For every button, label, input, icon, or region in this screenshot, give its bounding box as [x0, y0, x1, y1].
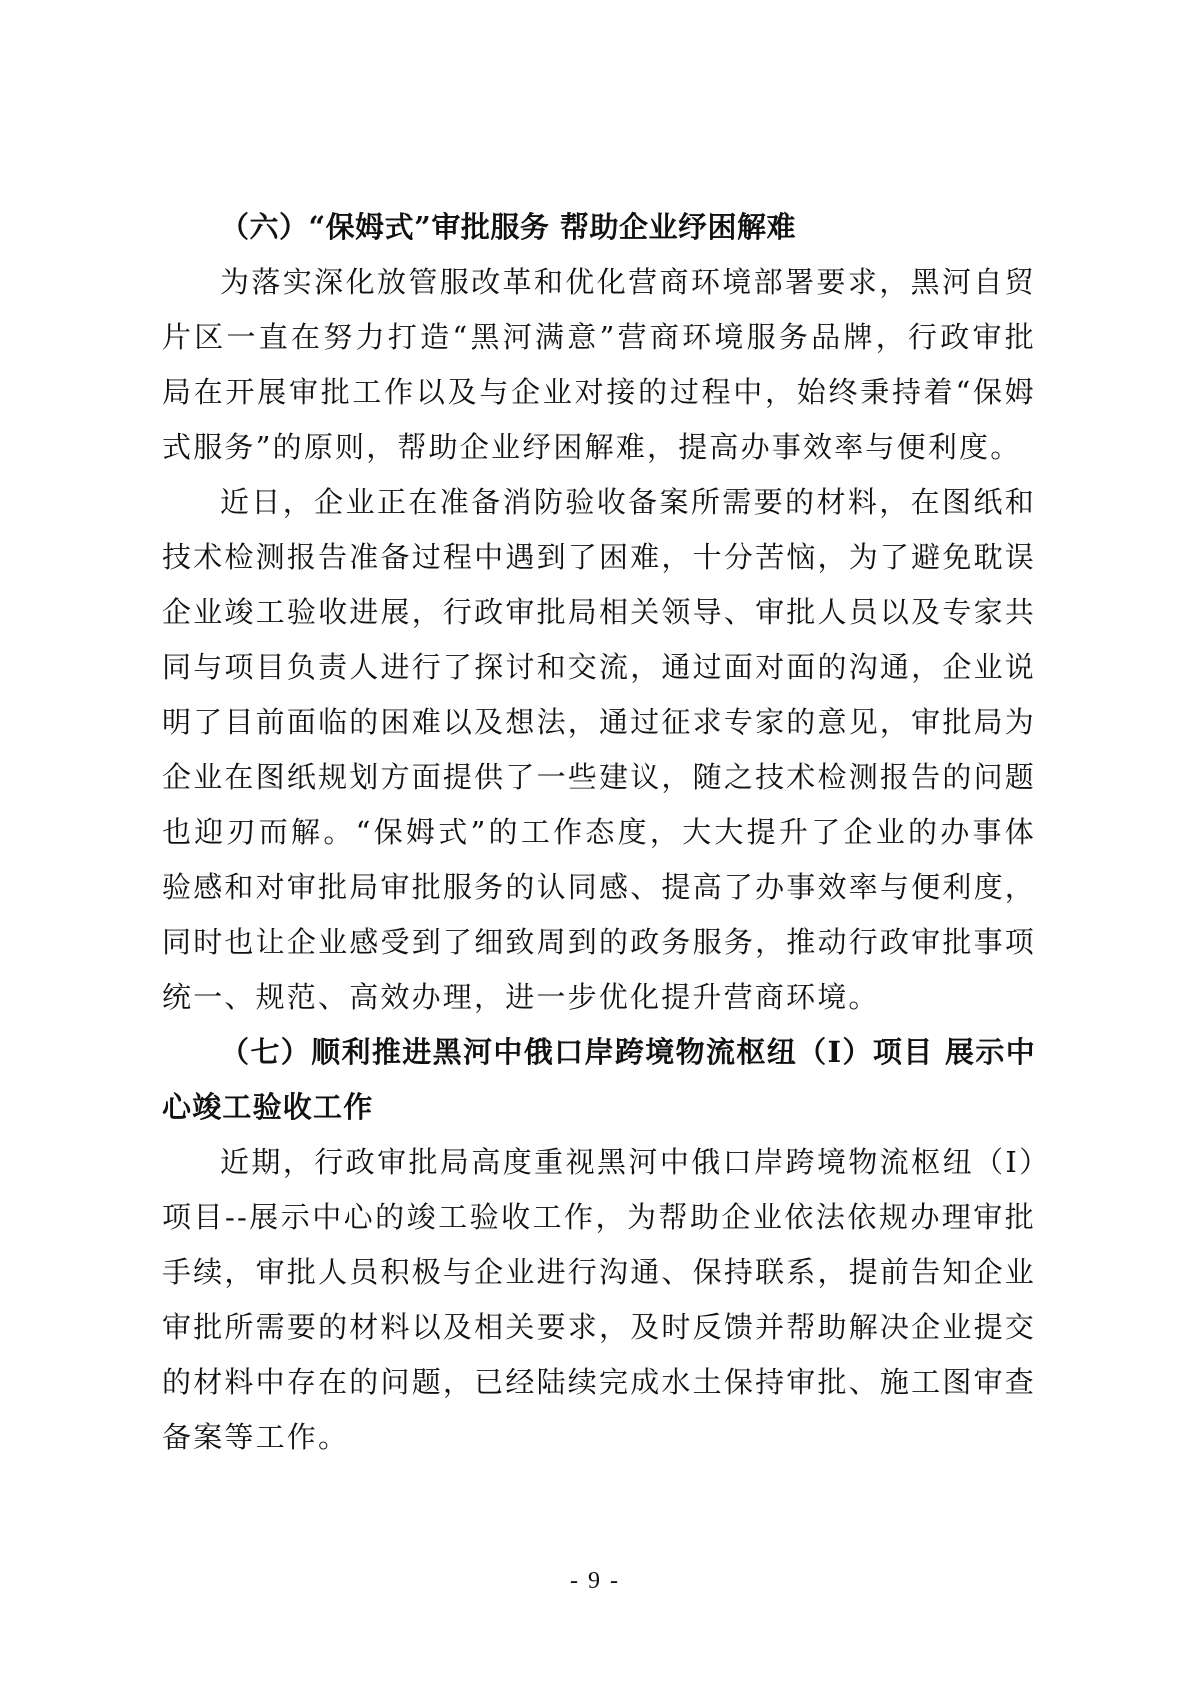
section-7-heading: （七）顺利推进黑河中俄口岸跨境物流枢纽（I）项目 展示中心竣工验收工作 — [162, 1035, 1036, 1124]
section-6-heading: （六）“保姆式”审批服务 帮助企业纾困解难 — [220, 210, 796, 244]
page-number: - 9 - — [570, 1568, 620, 1594]
section-7-paragraph-1: 近期，行政审批局高度重视黑河中俄口岸跨境物流枢纽（I）项目--展示中心的竣工验收工作，为帮助企业依法依规办理审批手续，审批人员积极与企业进行沟通、保持联系，提前告知企业审批所需要的材料以及相关要求，及时反馈并帮助解决企业提交的材料中存在的问题，已经陆续完成水土保持审批、施工图审查备案等工作。 — [162, 1145, 1036, 1454]
section-6-paragraph-2: 近日，企业正在准备消防验收备案所需要的材料，在图纸和技术检测报告准备过程中遇到了困难，十分苦恼，为了避免耽误企业竣工验收进展，行政审批局相关领导、审批人员以及专家共同与项目负责人进行了探讨和交流，通过面对面的沟通，企业说明了目前面临的困难以及想法，通过征求专家的意见，审批局为企业在图纸规划方面提供了一些建议，随之技术检测报告的问题也迎刃而解。“保姆式”的工作态度，大大提升了企业的办事体验感和对审批局审批服务的认同感、提高了办事效率与便利度，同时也让企业感受到了细致周到的政务服务，推动行政审批事项统一、规范、高效办理，进一步优化提升营商环境。 — [162, 485, 1036, 1014]
document-body — [162, 200, 1036, 1465]
section-6-paragraph-1: 为落实深化放管服改革和优化营商环境部署要求，黑河自贸片区一直在努力打造“黑河满意”营商环境服务品牌，行政审批局在开展审批工作以及与企业对接的过程中，始终秉持着“保姆式服务”的原则，帮助企业纾困解难，提高办事效率与便利度。 — [162, 265, 1036, 464]
